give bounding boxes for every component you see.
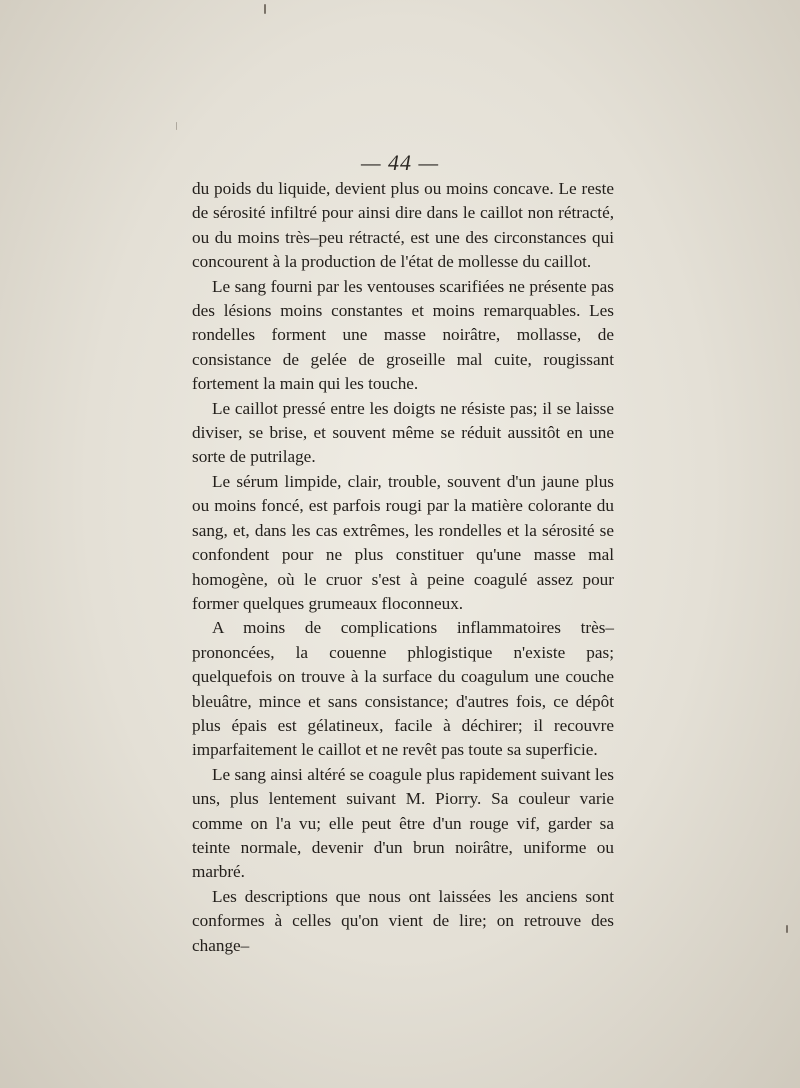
body-text	[192, 177, 614, 958]
paragraph-1: du poids du liquide, devient plus ou moins concave. Le reste de sérosité infiltré pour ainsi dire dans le caillot non rétracté, ou du moins très–peu rétracté, est une des circonstances qui concourent à la production de l'état de mollesse du caillot.	[192, 179, 614, 272]
paragraph-6: Le sang ainsi altéré se coagule plus rapidement suivant les uns, plus lentement suivant M. Piorry. Sa couleur varie comme on l'a vu; elle peut être d'un rouge vif, garder sa teinte normale, devenir d'un brun noirâtre, uniforme ou marbré.	[192, 764, 614, 882]
paragraph-7: Les descriptions que nous ont laissées les anciens sont conformes à celles qu'on vient de lire; on retrouve des change–	[192, 886, 614, 955]
paragraph-4: Le sérum limpide, clair, trouble, souvent d'un jaune plus ou moins foncé, est parfois rougi par la matière colorante du sang, et, dans les cas extrêmes, les rondelles et la sérosité se confondent pour ne plus constituer qu'une masse mal homogène, où le cruor s'est à peine coagulé assez pour former quelques grumeaux floconneux.	[192, 471, 614, 613]
page-number: — 44 —	[360, 150, 440, 175]
paragraph-3: Le caillot pressé entre les doigts ne résiste pas; il se laisse diviser, se brise, et souvent même se réduit aussitôt en une sorte de putrilage.	[192, 398, 614, 467]
paper-speck	[264, 4, 266, 14]
paper-speck	[786, 925, 788, 933]
paper-speck	[176, 122, 177, 130]
paragraph-2: Le sang fourni par les ventouses scarifiées ne présente pas des lésions moins constantes et moins remarquables. Les rondelles forment une masse noirâtre, mollasse, de consistance de gelée de groseille mal cuite, rougissant fortement la main qui les touche.	[192, 276, 614, 394]
paragraph-5: A moins de complications inflammatoires très–prononcées, la couenne phlogistique n'existe pas; quelquefois on trouve à la surface du coagulum une couche bleuâtre, mince et sans consistance; d'autres fois, ce dépôt plus épais est gélatineux, facile à déchirer; il recouvre imparfaitement le caillot et ne revêt pas toute sa superficie.	[192, 618, 614, 760]
